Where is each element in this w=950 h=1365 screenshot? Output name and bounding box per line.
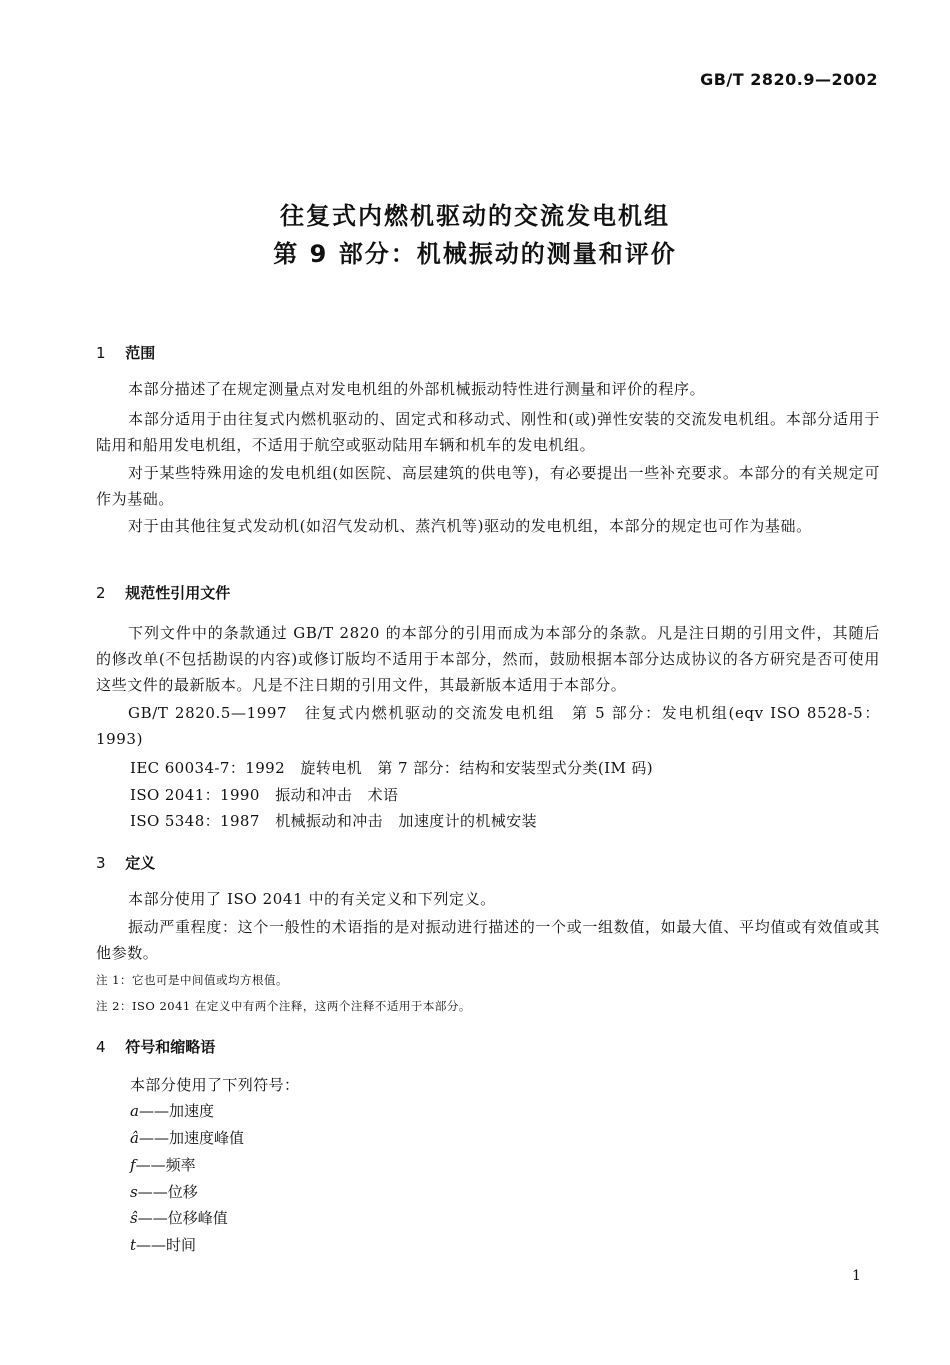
symbol: a (130, 1102, 139, 1120)
reference-item: ISO 5348：1987 机械振动和冲击 加速度计的机械安装 (130, 812, 538, 830)
standard-code: GB/T 2820.9—2002 (700, 70, 878, 89)
symbol-item (130, 1127, 244, 1148)
paragraph: 对于某些特殊用途的发电机组(如医院、高层建筑的供电等)，有必要提出一些补充要求。本部分的有关规定可作为基础。 (96, 464, 880, 508)
symbol-description: ——频率 (135, 1156, 196, 1174)
section-2-heading (96, 582, 230, 603)
section-title: 符号和缩略语 (125, 1038, 216, 1056)
section-number: 2 (96, 584, 106, 602)
symbol: ŝ (130, 1209, 138, 1227)
symbol: â (130, 1129, 139, 1147)
paragraph: 下列文件中的条款通过 GB/T 2820 的本部分的引用而成为本部分的条款。凡是注日期的引用文件，其随后的修改单(不包括勘误的内容)或修订版均不适用于本部分，然而，鼓励根据本部分达成协议的各方研究是否可使用这些文件的最新版本。凡是不注日期的引用文件，其最新版本适用于本部分。 (96, 624, 880, 694)
symbols-intro: 本部分使用了下列符号： (130, 1076, 300, 1094)
paragraph: 本部分使用了 ISO 2041 中的有关定义和下列定义。 (128, 890, 496, 908)
section-number: 3 (96, 854, 106, 872)
paragraph: 振动严重程度：这个一般性的术语指的是对振动进行描述的一个或一组数值，如最大值、平均值或有效值或其他参数。 (96, 918, 880, 962)
note: 注 1：它也可是中间值或均方根值。 (96, 973, 288, 987)
symbol-description: ——时间 (136, 1236, 197, 1254)
section-number: 1 (96, 344, 106, 362)
page-number: 1 (852, 1268, 861, 1284)
symbol-description: ——位移 (137, 1183, 198, 1201)
document-title-line2: 第 9 部分：机械振动的测量和评价 (273, 240, 677, 268)
symbol-item (130, 1207, 228, 1228)
symbol: t (130, 1236, 137, 1254)
section-number: 4 (96, 1038, 106, 1056)
symbol: s (130, 1183, 138, 1201)
symbol-item (130, 1234, 196, 1255)
symbol-description: ——位移峰值 (137, 1209, 228, 1227)
paragraph: 本部分描述了在规定测量点对发电机组的外部机械振动特性进行测量和评价的程序。 (128, 380, 706, 398)
symbol: f (130, 1156, 136, 1174)
reference-item: GB/T 2820.5—1997 往复式内燃机驱动的交流发电机组 第 5 部分：发电机组(eqv ISO 8528-5：1993) (96, 704, 880, 748)
reference-item: IEC 60034-7：1992 旋转电机 第 7 部分：结构和安装型式分类(IM 码) (130, 759, 654, 777)
section-1-heading (96, 342, 155, 363)
section-title: 范围 (125, 344, 156, 362)
section-title: 规范性引用文件 (125, 584, 231, 602)
symbol-item (130, 1181, 198, 1202)
section-4-heading (96, 1036, 215, 1057)
note: 注 2：ISO 2041 在定义中有两个注释，这两个注释不适用于本部分。 (96, 999, 471, 1013)
paragraph: 对于由其他往复式发动机(如沼气发动机、蒸汽机等)驱动的发电机组，本部分的规定也可作为基础。 (128, 517, 812, 535)
section-3-heading (96, 852, 155, 873)
document-title-line1: 往复式内燃机驱动的交流发电机组 (280, 202, 670, 230)
paragraph: 本部分适用于由往复式内燃机驱动的、固定式和移动式、刚性和(或)弹性安装的交流发电机组。本部分适用于陆用和船用发电机组，不适用于航空或驱动陆用车辆和机车的发电机组。 (96, 410, 880, 454)
symbol-item (130, 1154, 196, 1175)
symbol-description: ——加速度 (138, 1102, 214, 1120)
section-title: 定义 (125, 854, 156, 872)
symbol-item (130, 1100, 214, 1121)
symbol-description: ——加速度峰值 (138, 1129, 244, 1147)
reference-item: ISO 2041：1990 振动和冲击 术语 (130, 786, 399, 804)
